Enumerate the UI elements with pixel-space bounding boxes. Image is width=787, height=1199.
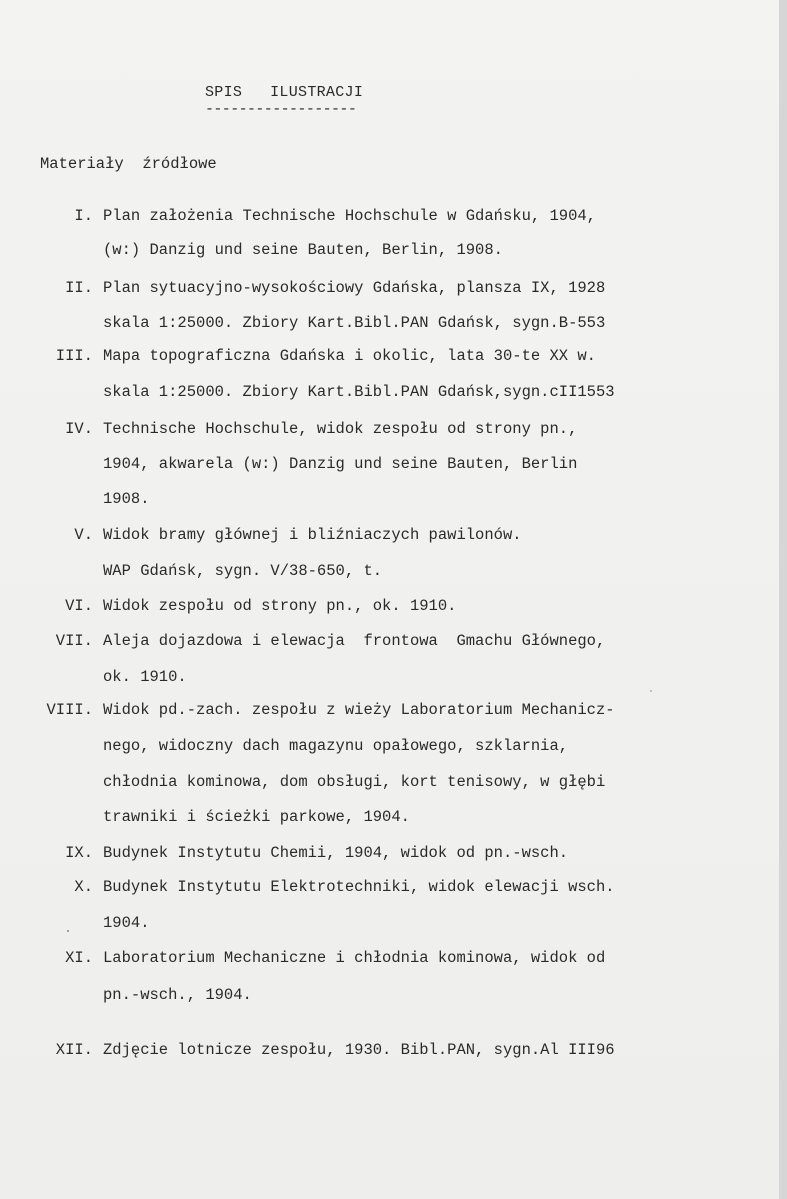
- item-number: III.: [55, 347, 93, 365]
- item-text-line: trawniki i ścieżki parkowe, 1904.: [103, 808, 410, 826]
- item-text-line: Plan sytuacyjno-wysokościowy Gdańska, plansza IX, 1928: [103, 279, 606, 297]
- item-number: XI.: [65, 949, 93, 967]
- item-text-line: Budynek Instytutu Elektrotechniki, widok elewacji wsch.: [103, 878, 615, 896]
- item-number: IV.: [65, 420, 93, 438]
- item-number: I.: [74, 207, 93, 225]
- page-title: SPIS ILUSTRACJI: [205, 84, 364, 101]
- page-edge: [779, 0, 787, 1199]
- item-text-line: (w:) Danzig und seine Bauten, Berlin, 1908.: [103, 241, 503, 259]
- item-text-line: Budynek Instytutu Chemii, 1904, widok od pn.-wsch.: [103, 844, 569, 862]
- item-text-line: Widok zespołu od strony pn., ok. 1910.: [103, 597, 457, 615]
- section-heading: Materiały źródłowe: [40, 155, 217, 173]
- item-text-line: Mapa topograficzna Gdańska i okolic, lata 30-te XX w.: [103, 347, 596, 365]
- item-text-line: skala 1:25000. Zbiory Kart.Bibl.PAN Gdańsk, sygn.B-553: [103, 314, 606, 332]
- scan-speck: [650, 690, 652, 692]
- item-number: VII.: [55, 632, 93, 650]
- item-text-line: Zdjęcie lotnicze zespołu, 1930. Bibl.PAN, sygn.Al III96: [103, 1041, 615, 1059]
- item-number: II.: [65, 279, 93, 297]
- item-number: V.: [74, 526, 93, 544]
- item-text-line: skala 1:25000. Zbiory Kart.Bibl.PAN Gdańsk,sygn.cII1553: [103, 383, 615, 401]
- item-text-line: Laboratorium Mechaniczne i chłodnia kominowa, widok od: [103, 949, 606, 967]
- item-text-line: Plan założenia Technische Hochschule w Gdańsku, 1904,: [103, 207, 596, 225]
- scan-speck: [67, 930, 69, 932]
- item-number: IX.: [65, 844, 93, 862]
- item-text-line: 1908.: [103, 490, 150, 508]
- item-text-line: chłodnia kominowa, dom obsługi, kort tenisowy, w głębi: [103, 773, 606, 791]
- item-text-line: 1904, akwarela (w:) Danzig und seine Bauten, Berlin: [103, 455, 578, 473]
- item-text-line: Technische Hochschule, widok zespołu od strony pn.,: [103, 420, 578, 438]
- item-text-line: nego, widoczny dach magazynu opałowego, szklarnia,: [103, 737, 569, 755]
- item-text-line: Aleja dojazdowa i elewacja frontowa Gmachu Głównego,: [103, 632, 606, 650]
- item-text-line: pn.-wsch., 1904.: [103, 986, 252, 1004]
- item-number: VI.: [65, 597, 93, 615]
- item-text-line: Widok bramy głównej i bliźniaczych pawilonów.: [103, 526, 522, 544]
- item-number: VIII.: [46, 701, 93, 719]
- item-text-line: Widok pd.-zach. zespołu z wieży Laboratorium Mechanicz-: [103, 701, 615, 719]
- item-text-line: ok. 1910.: [103, 668, 187, 686]
- item-text-line: WAP Gdańsk, sygn. V/38-650, t.: [103, 562, 383, 580]
- item-text-line: 1904.: [103, 914, 150, 932]
- item-number: X.: [74, 878, 93, 896]
- item-number: XII.: [55, 1041, 93, 1059]
- title-underline: ------------------: [205, 101, 357, 118]
